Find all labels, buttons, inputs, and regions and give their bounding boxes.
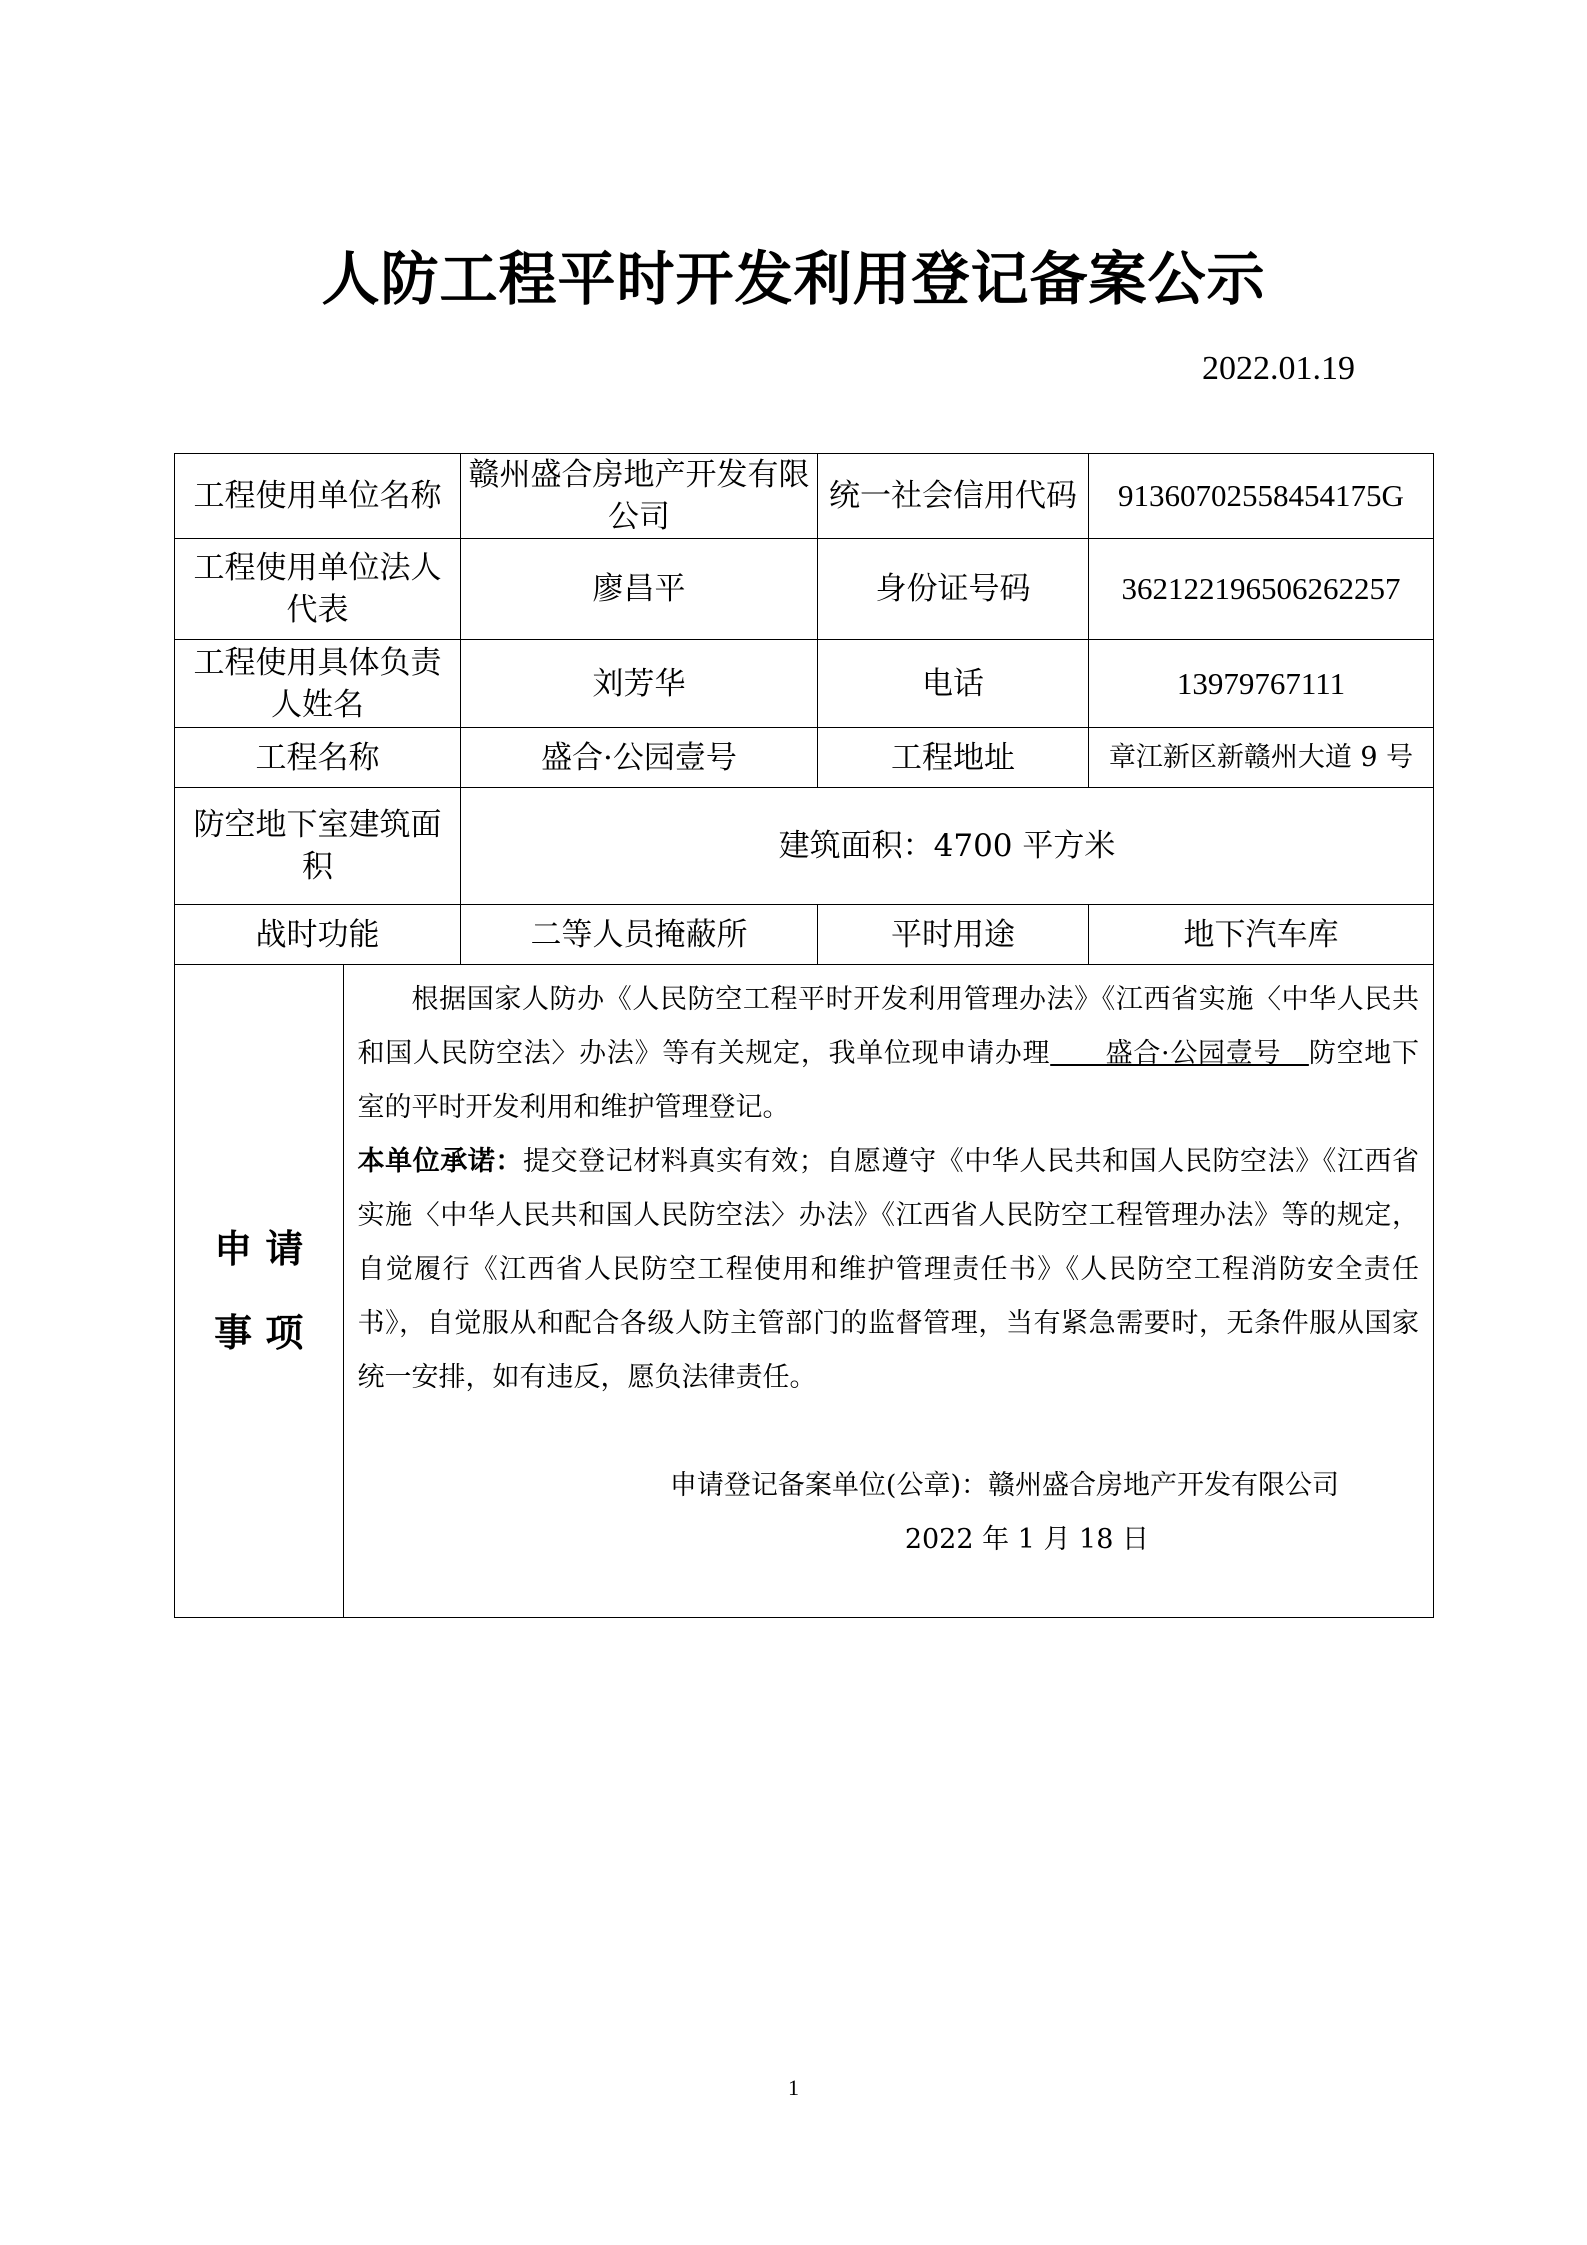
application-label-line1: 申 请 bbox=[214, 1227, 304, 1271]
area-label: 防空地下室建筑面积 bbox=[175, 788, 461, 905]
phone-value: 13979767111 bbox=[1089, 640, 1434, 728]
address-value: 章江新区新赣州大道 9 号 bbox=[1089, 728, 1434, 788]
commitment-text: 提交登记材料真实有效；自愿遵守《中华人民共和国人民防空法》《江西省实施〈中华人民共和国人民防空法〉办法》《江西省人民防空工程管理办法》等的规定，自觉履行《江西省人民防空工程使用和维护管理责任书》《人民防空工程消防安全责任书》，自觉服从和配合各级人防主管部门的监督管理，当有紧急需要时，无条件服从国家统一安排，如有违反，愿负法律责任。 bbox=[357, 1146, 1420, 1393]
para-text-1: 根据国家人防办《人民防空工程平时开发利用管理办法》《江西省实施〈中华人民共和国人民防空法〉办法》等有关规定，我单位现申请办理 bbox=[357, 984, 1419, 1069]
form-row-area bbox=[175, 788, 1434, 905]
form-row-person bbox=[175, 640, 1434, 728]
unit-name-label: 工程使用单位名称 bbox=[175, 454, 461, 539]
application-label-line2: 事 项 bbox=[214, 1311, 304, 1355]
credit-code-label: 统一社会信用代码 bbox=[818, 454, 1089, 539]
form-row-unit bbox=[175, 454, 1434, 539]
page-number: 1 bbox=[788, 2075, 799, 2100]
application-label-cell bbox=[175, 965, 343, 1617]
page-title: 人防工程平时开发利用登记备案公示 bbox=[321, 245, 1266, 313]
id-number-value: 362122196506262257 bbox=[1089, 539, 1434, 640]
para-project-underlined: 盛合·公园壹号 bbox=[1050, 1038, 1309, 1069]
form-row-legal-rep bbox=[175, 539, 1434, 640]
person-label: 工程使用具体负责人姓名 bbox=[175, 640, 461, 728]
application-paragraph bbox=[358, 973, 1420, 1135]
area-value: 建筑面积：4700 平方米 bbox=[461, 788, 1434, 905]
project-name-label: 工程名称 bbox=[175, 728, 461, 788]
legal-rep-value: 廖昌平 bbox=[461, 539, 818, 640]
para-text-2: 防空地下室的平时开发利用和维护管理登记。 bbox=[357, 1038, 1419, 1123]
credit-code-value: 91360702558454175G bbox=[1089, 454, 1434, 539]
person-value: 刘芳华 bbox=[461, 640, 818, 728]
notice-date: 2022.01.19 bbox=[1202, 350, 1355, 387]
registration-form bbox=[174, 453, 1434, 1618]
signature-date: 2022 年 1 月 18 日 bbox=[904, 1524, 1149, 1555]
form-row-function bbox=[175, 905, 1434, 965]
project-name-value: 盛合·公园壹号 bbox=[461, 728, 818, 788]
wartime-value: 二等人员掩蔽所 bbox=[461, 905, 818, 965]
id-number-label: 身份证号码 bbox=[818, 539, 1089, 640]
peacetime-label: 平时用途 bbox=[818, 905, 1089, 965]
wartime-label: 战时功能 bbox=[175, 905, 461, 965]
form-row-application bbox=[175, 965, 1434, 1618]
legal-rep-label: 工程使用单位法人代表 bbox=[175, 539, 461, 640]
form-row-project bbox=[175, 728, 1434, 788]
address-label: 工程地址 bbox=[818, 728, 1089, 788]
peacetime-value: 地下汽车库 bbox=[1089, 905, 1434, 965]
application-content bbox=[343, 965, 1433, 1617]
signature-line: 申请登记备案单位(公章)：赣州盛合房地产开发有限公司 bbox=[669, 1470, 1339, 1501]
unit-name-value: 赣州盛合房地产开发有限公司 bbox=[461, 454, 818, 539]
phone-label: 电话 bbox=[818, 640, 1089, 728]
commitment-label: 本单位承诺： bbox=[357, 1146, 523, 1177]
commitment-paragraph bbox=[358, 1135, 1420, 1405]
